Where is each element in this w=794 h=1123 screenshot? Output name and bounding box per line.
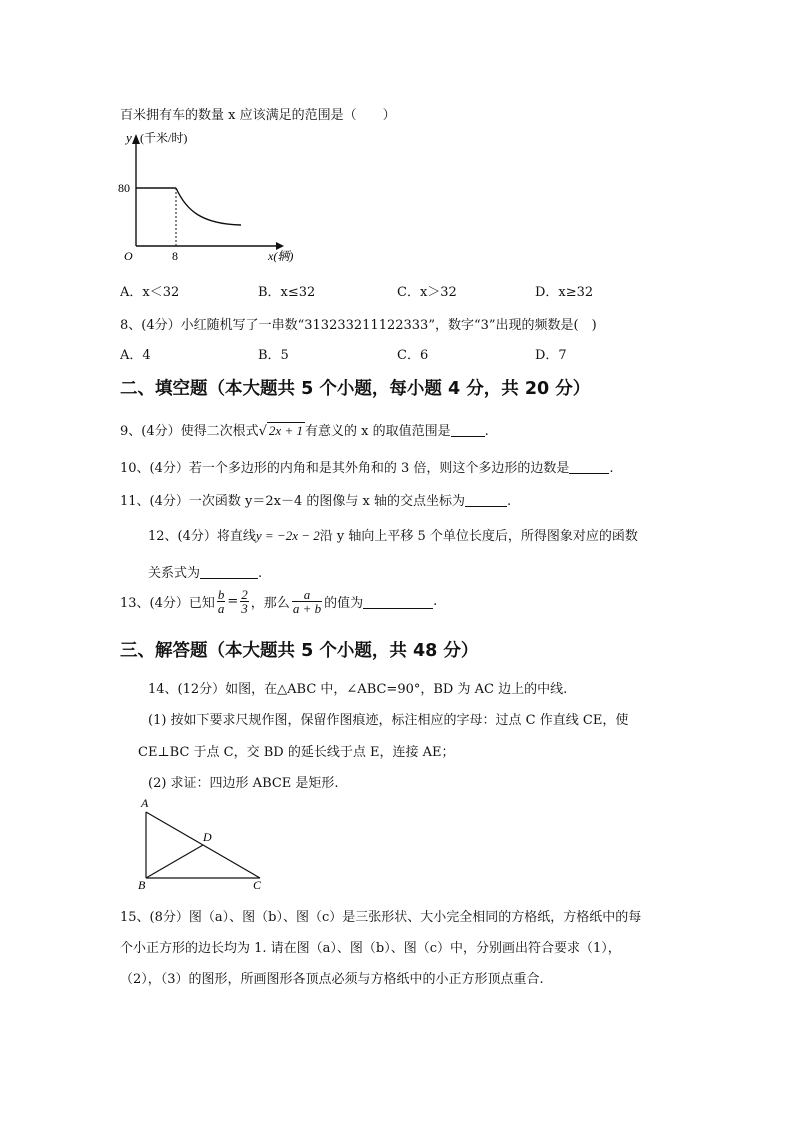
q12-line2-text: 关系式为 (148, 566, 201, 581)
q8-option-b: B．5 (258, 348, 289, 363)
q10-text: 10、(4分）若一个多边形的内角和是其外角和的 3 倍，则这个多边形的边数是 (120, 461, 570, 476)
q10-answer-blank[interactable] (569, 460, 609, 474)
q9-suffix: 有意义的 x 的取值范围是 (304, 424, 451, 439)
q13-frac1-den: a (217, 601, 225, 616)
q7-stem: 百米拥有车的数量 x 应该满足的范围是（ ） (120, 108, 396, 123)
q11-text: 11、(4分）一次函数 y＝2x－4 的图像与 x 轴的交点坐标为 (120, 494, 465, 509)
q13-frac-b-over-a (217, 588, 226, 615)
y-axis-unit: (千米/时) (140, 131, 188, 145)
q14-part1-line2: CE⊥BC 于点 C，交 BD 的延长线于点 E，连接 AE； (138, 745, 455, 760)
x-axis-label: x(辆) (268, 249, 294, 263)
q7-option-a: A．x＜32 (120, 285, 180, 300)
y-axis-label: y (126, 130, 132, 145)
y-tick-80: 80 (118, 181, 130, 195)
q13-answer-blank[interactable] (363, 595, 433, 609)
q11-answer-blank[interactable] (465, 493, 507, 507)
q12-formula: y = −2x − 2 (255, 528, 320, 543)
vertex-a-label: A (141, 796, 149, 810)
x-tick-8: 8 (172, 249, 178, 263)
q8-stem: 8、(4分）小红随机写了一串数“313233211122333”，数字“3”出现的频数是( ) (120, 318, 597, 333)
q13-mid: ，那么 (250, 596, 290, 611)
decreasing-curve (176, 188, 241, 225)
q13-frac2-den: 3 (241, 601, 248, 616)
q12-line1 (148, 525, 638, 544)
q7-graph (116, 126, 296, 266)
q7-option-c: C．x＞32 (397, 285, 457, 300)
vertex-c-label: C (253, 878, 262, 892)
q13-frac2-num: 2 (241, 587, 248, 602)
q9-radicand: 2x + 1 (268, 423, 303, 438)
q12-answer-blank[interactable] (200, 565, 258, 579)
section-heading-solve: 三、解答题（本大题共 5 个小题，共 48 分） (120, 641, 479, 661)
q10 (120, 457, 614, 476)
point-d-label: D (203, 830, 212, 844)
q11-end: . (506, 494, 512, 509)
q14-part1-line1: (1) 按如下要求尺规作图，保留作图痕迹，标注相应的字母：过点 C 作直线 CE，使 (148, 713, 629, 728)
q15-line2: 个小正方形的边长均为 1. 请在图（a）、图（b）、图（c）中，分别画出符合要求（1）， (120, 941, 621, 956)
q14-triangle-figure (134, 796, 274, 892)
q15-line3: （2），（3）的图形，所画图形各顶点必须与方格纸中的小正方形顶点重合. (120, 972, 544, 987)
q13-frac-a-over-a-plus-b (292, 588, 322, 615)
q7-option-d: D．x≥32 (535, 285, 594, 300)
q10-end: . (609, 461, 614, 476)
q13-suffix: 的值为 (324, 596, 364, 611)
q9-answer-blank[interactable] (451, 423, 485, 437)
q13-frac3-den: a + b (292, 601, 322, 616)
q13-end: . (433, 594, 438, 609)
q9-prefix: 9、(4分）使得二次根式 (120, 424, 259, 439)
q9-sqrt: √ 2x + 1 (258, 423, 303, 439)
q11 (120, 490, 511, 509)
q9-end: . (484, 424, 489, 439)
origin-label: O (124, 249, 133, 263)
q8-option-a: A．4 (120, 348, 151, 363)
q13-frac1-num: b (217, 587, 225, 602)
q13 (120, 588, 437, 615)
q13-frac3-num: a (303, 587, 311, 602)
q13-frac-2-over-3 (240, 588, 249, 615)
q12-line2 (148, 562, 262, 581)
q13-prefix: 13、(4分）已知 (120, 596, 215, 611)
q8-option-d: D．7 (535, 348, 567, 363)
q12-end: . (258, 566, 263, 581)
q14-part2: (2) 求证：四边形 ABCE 是矩形. (148, 776, 339, 791)
median-bd (146, 845, 203, 878)
section-heading-fill-blank: 二、填空题（本大题共 5 个小题，每小题 4 分，共 20 分） (120, 379, 591, 399)
q7-option-b: B．x≤32 (258, 285, 316, 300)
q15-line1: 15、(8分）图（a）、图（b）、图（c）是三张形状、大小完全相同的方格纸，方格纸中的每 (120, 910, 642, 925)
q13-equals: = (227, 594, 239, 609)
q12-prefix: 12、(4分）将直线 (148, 529, 256, 544)
vertex-b-label: B (138, 878, 146, 892)
q14-stem: 14、(12分）如图，在△ABC 中，∠ABC=90°，BD 为 AC 边上的中线. (148, 682, 568, 697)
q8-option-c: C．6 (397, 348, 429, 363)
q9 (120, 420, 489, 439)
y-axis-arrow (132, 134, 140, 144)
q12-suffix: 沿 y 轴向上平移 5 个单位长度后，所得图象对应的函数 (319, 529, 638, 544)
